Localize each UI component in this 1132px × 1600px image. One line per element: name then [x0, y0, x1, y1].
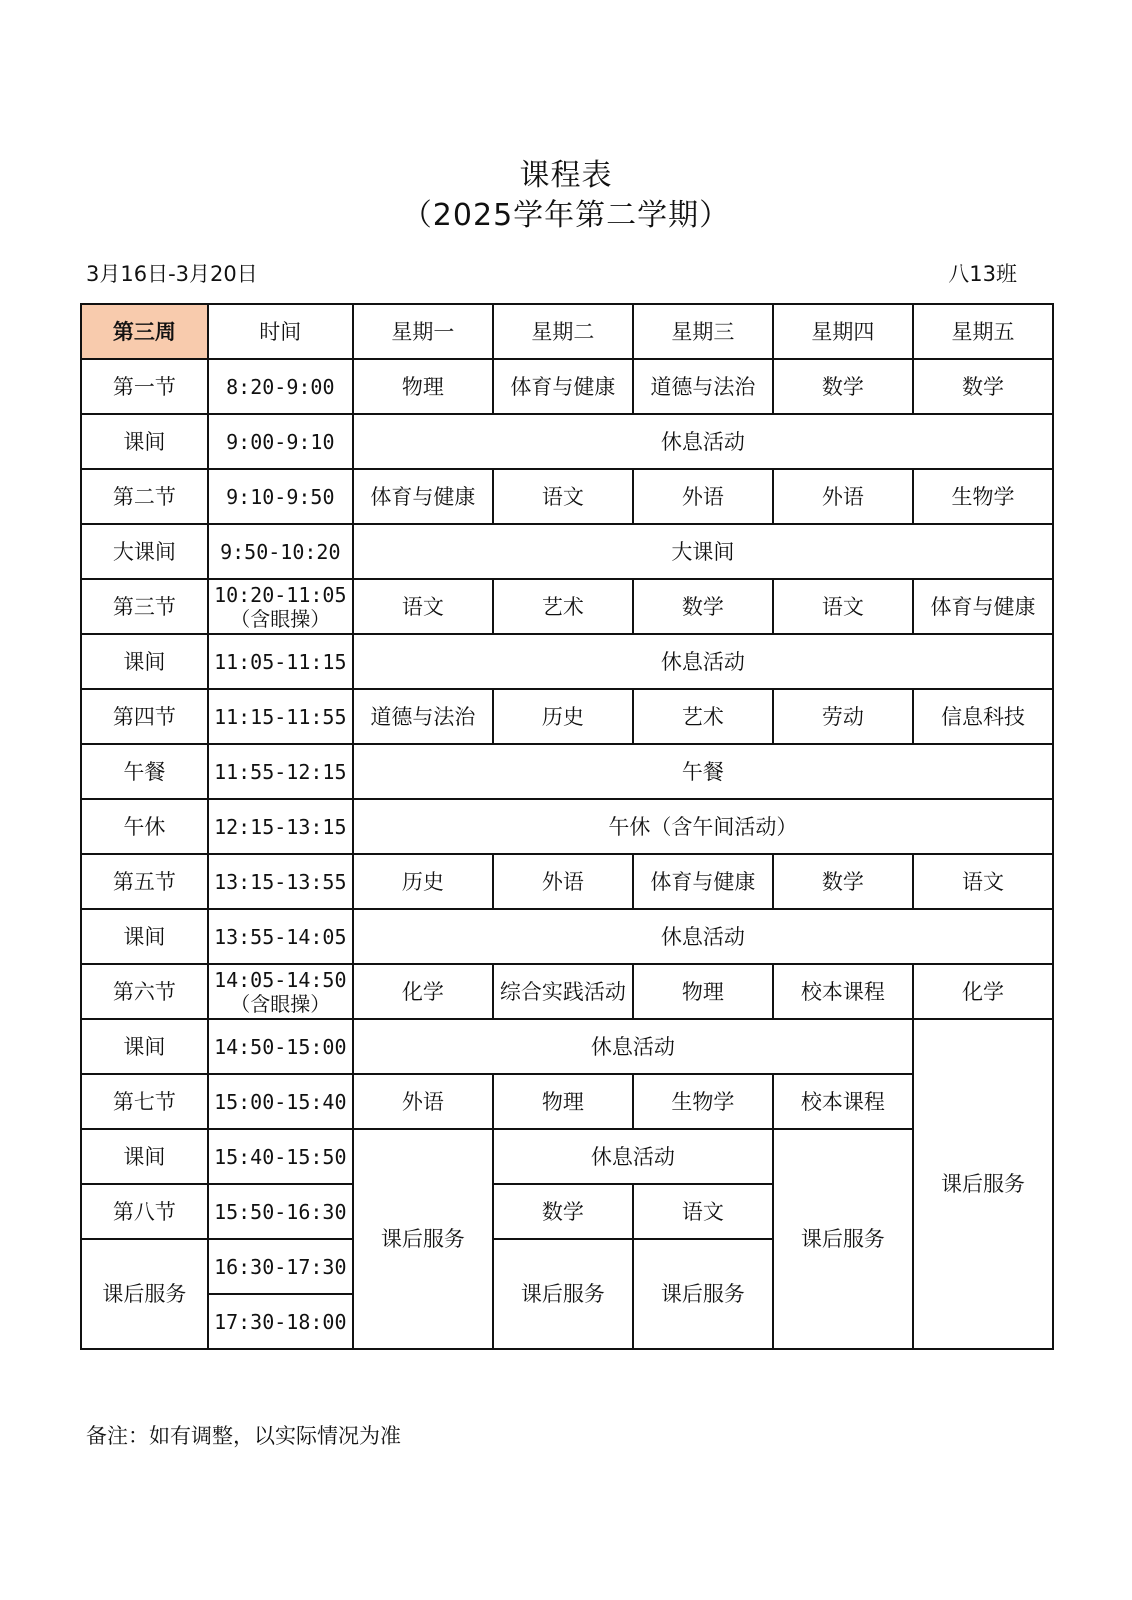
- cell-mon: 化学: [353, 964, 493, 1019]
- cell-thu: 外语: [773, 469, 913, 524]
- table-row: [81, 524, 1053, 579]
- cell-tue: 外语: [493, 854, 633, 909]
- span-cell: 休息活动: [353, 414, 1053, 469]
- cell-wed: 语文: [633, 1184, 773, 1239]
- cell-thu: 数学: [773, 359, 913, 414]
- table-row: [81, 799, 1053, 854]
- table-row: [81, 579, 1053, 634]
- cell-tue: 综合实践活动: [493, 964, 633, 1019]
- period-label: 课间: [81, 634, 208, 689]
- cell-tue: 体育与健康: [493, 359, 633, 414]
- cell-wed: 体育与健康: [633, 854, 773, 909]
- table-row: [81, 744, 1053, 799]
- period-label: 课间: [81, 414, 208, 469]
- span-cell: 休息活动: [353, 634, 1053, 689]
- period-label: 第四节: [81, 689, 208, 744]
- cell-mon: 物理: [353, 359, 493, 414]
- period-time: 11:15-11:55: [208, 689, 353, 744]
- header-week: 第三周: [81, 304, 208, 359]
- period-label: 第一节: [81, 359, 208, 414]
- cell-tue: 历史: [493, 689, 633, 744]
- page-title: 课程表: [519, 158, 613, 193]
- period-time: 8:20-9:00: [208, 359, 353, 414]
- period-label: 午餐: [81, 744, 208, 799]
- span-cell: 大课间: [353, 524, 1053, 579]
- period-label: 午休: [81, 799, 208, 854]
- period-label: 课间: [81, 1129, 208, 1184]
- time-range: 14:05-14:50: [214, 967, 347, 992]
- table-row: [81, 854, 1053, 909]
- cell-fri: 体育与健康: [913, 579, 1053, 634]
- period-label: 第三节: [81, 579, 208, 634]
- page-subtitle: （2025学年第二学期）: [401, 198, 731, 233]
- period-label: 第六节: [81, 964, 208, 1019]
- cell-fri: 生物学: [913, 469, 1053, 524]
- cell-fri: 数学: [913, 359, 1053, 414]
- period-label: 课后服务: [81, 1239, 208, 1349]
- period-label: 第七节: [81, 1074, 208, 1129]
- period-time: 9:50-10:20: [208, 524, 353, 579]
- period-time: 9:00-9:10: [208, 414, 353, 469]
- header-time: 时间: [208, 304, 353, 359]
- period-time: 16:30-17:30: [208, 1239, 353, 1294]
- table-row: [81, 1129, 1053, 1184]
- period-time: 9:10-9:50: [208, 469, 353, 524]
- period-time: 15:50-16:30: [208, 1184, 353, 1239]
- table-row: [81, 1019, 1053, 1074]
- cell-mon-after-service: 课后服务: [353, 1129, 493, 1349]
- period-label: 课间: [81, 909, 208, 964]
- period-label: 第五节: [81, 854, 208, 909]
- table-row: [81, 469, 1053, 524]
- header-thu: 星期四: [773, 304, 913, 359]
- span-cell: 休息活动: [493, 1129, 773, 1184]
- span-cell: 午休（含午间活动）: [353, 799, 1053, 854]
- header-tue: 星期二: [493, 304, 633, 359]
- span-cell: 午餐: [353, 744, 1053, 799]
- cell-thu: 语文: [773, 579, 913, 634]
- table-row: [81, 964, 1053, 1019]
- cell-tue: 数学: [493, 1184, 633, 1239]
- footnote: 备注：如有调整，以实际情况为准: [86, 1424, 401, 1448]
- cell-fri-after-service: 课后服务: [913, 1019, 1053, 1349]
- time-note: （含眼操）: [230, 606, 331, 631]
- cell-thu: 校本课程: [773, 964, 913, 1019]
- cell-mon: 语文: [353, 579, 493, 634]
- cell-wed: 物理: [633, 964, 773, 1019]
- cell-thu: 劳动: [773, 689, 913, 744]
- period-time: 15:40-15:50: [208, 1129, 353, 1184]
- time-range: 10:20-11:05: [214, 582, 347, 607]
- table-row: [81, 689, 1053, 744]
- cell-wed: 数学: [633, 579, 773, 634]
- period-label: 大课间: [81, 524, 208, 579]
- period-time: 11:05-11:15: [208, 634, 353, 689]
- cell-mon: 体育与健康: [353, 469, 493, 524]
- cell-thu-after-service: 课后服务: [773, 1129, 913, 1349]
- cell-mon: 道德与法治: [353, 689, 493, 744]
- header-wed: 星期三: [633, 304, 773, 359]
- cell-wed: 课后服务: [633, 1239, 773, 1349]
- period-time: [208, 964, 353, 1019]
- span-cell: 休息活动: [353, 909, 1053, 964]
- table-row: [81, 359, 1053, 414]
- period-label: 第二节: [81, 469, 208, 524]
- period-time: 11:55-12:15: [208, 744, 353, 799]
- schedule-table: [80, 303, 1054, 1350]
- period-time: 12:15-13:15: [208, 799, 353, 854]
- class-name: 八13班: [948, 262, 1017, 286]
- cell-tue: 课后服务: [493, 1239, 633, 1349]
- cell-tue: 语文: [493, 469, 633, 524]
- header-mon: 星期一: [353, 304, 493, 359]
- cell-mon: 历史: [353, 854, 493, 909]
- cell-thu: 校本课程: [773, 1074, 913, 1129]
- cell-mon: 外语: [353, 1074, 493, 1129]
- period-label: 第八节: [81, 1184, 208, 1239]
- period-time: 13:15-13:55: [208, 854, 353, 909]
- cell-wed: 外语: [633, 469, 773, 524]
- cell-wed: 艺术: [633, 689, 773, 744]
- period-time: 13:55-14:05: [208, 909, 353, 964]
- cell-wed: 道德与法治: [633, 359, 773, 414]
- table-row: [81, 1074, 1053, 1129]
- cell-wed: 生物学: [633, 1074, 773, 1129]
- period-time: [208, 579, 353, 634]
- cell-thu: 数学: [773, 854, 913, 909]
- header-fri: 星期五: [913, 304, 1053, 359]
- period-time: 17:30-18:00: [208, 1294, 353, 1349]
- date-range: 3月16日-3月20日: [86, 262, 258, 286]
- cell-fri: 语文: [913, 854, 1053, 909]
- table-row: [81, 909, 1053, 964]
- period-time: 15:00-15:40: [208, 1074, 353, 1129]
- table-row: [81, 634, 1053, 689]
- cell-fri: 信息科技: [913, 689, 1053, 744]
- time-note: （含眼操）: [230, 991, 331, 1016]
- table-row: [81, 414, 1053, 469]
- cell-tue: 物理: [493, 1074, 633, 1129]
- period-time: 14:50-15:00: [208, 1019, 353, 1074]
- cell-fri: 化学: [913, 964, 1053, 1019]
- header-row: [81, 304, 1053, 359]
- cell-tue: 艺术: [493, 579, 633, 634]
- span-cell: 休息活动: [353, 1019, 913, 1074]
- period-label: 课间: [81, 1019, 208, 1074]
